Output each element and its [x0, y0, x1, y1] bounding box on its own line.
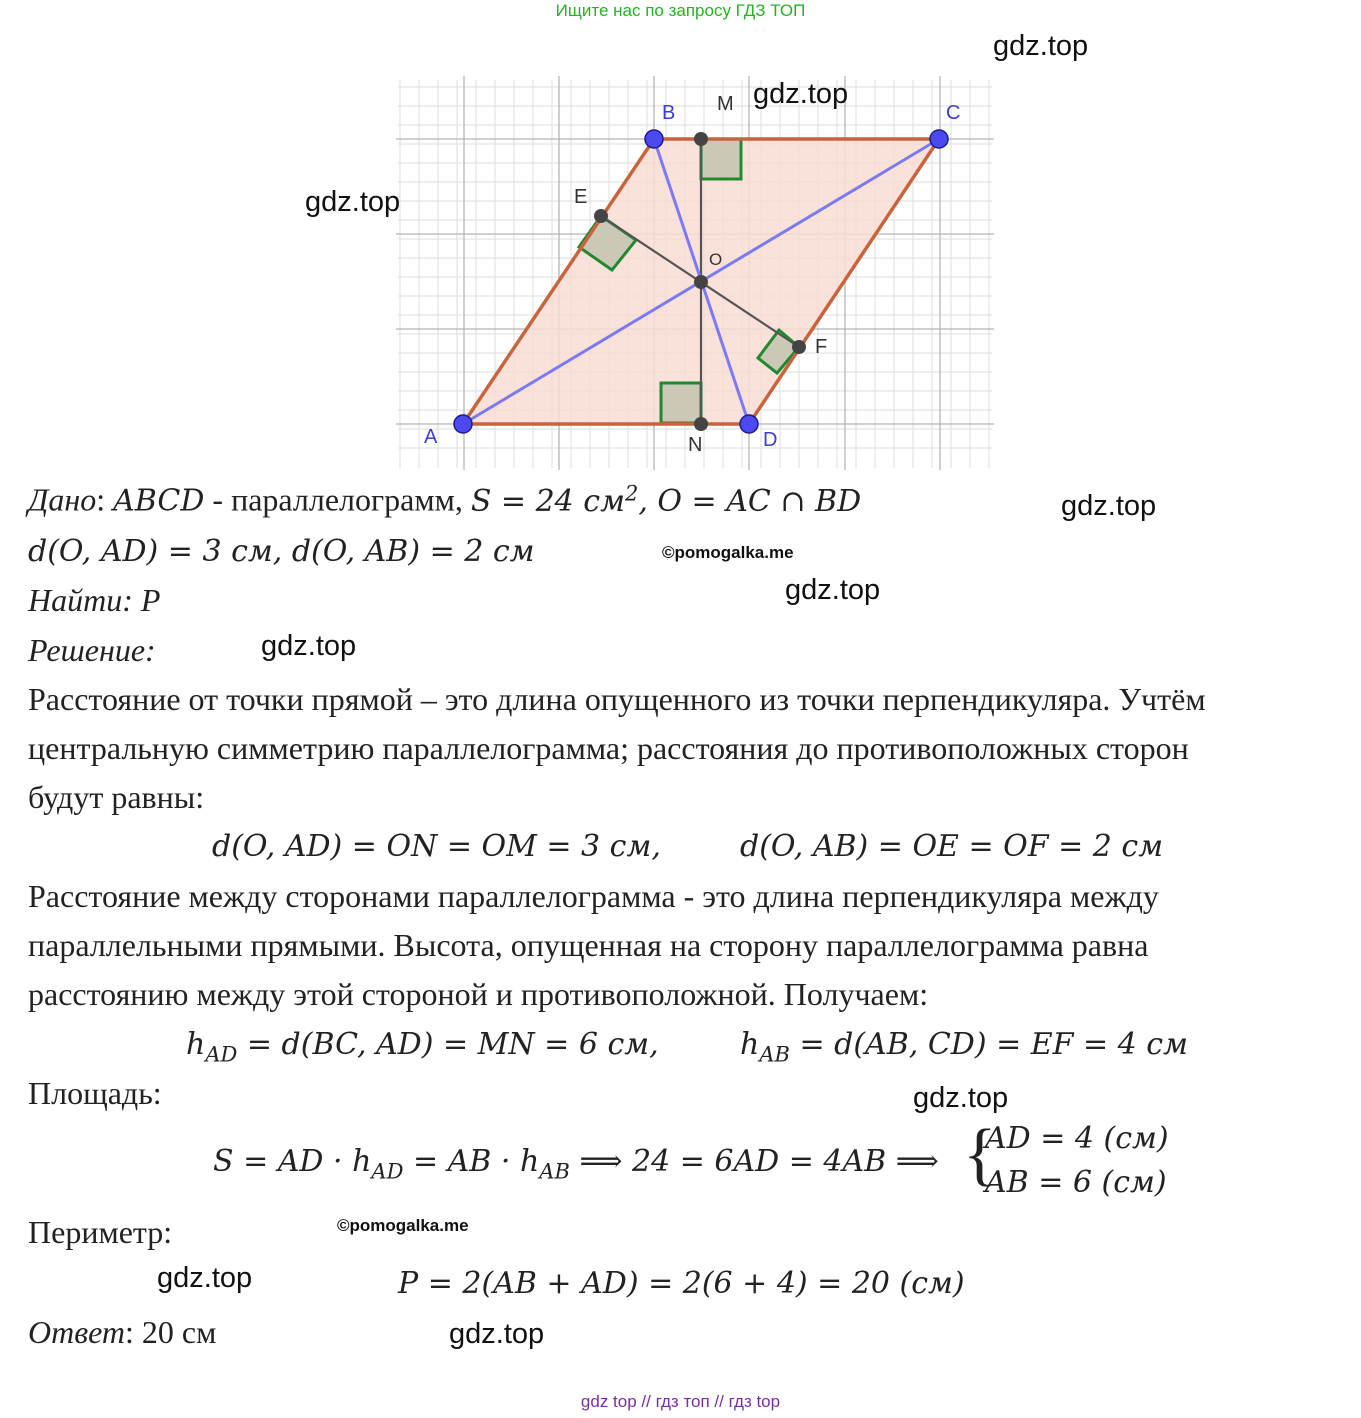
given-label: Дано: [28, 481, 97, 518]
search-notice: Ищите нас по запросу ГДЗ ТОП: [555, 1, 806, 20]
paragraph-line: параллельными прямыми. Высота, опущенная на сторону параллелограмма равна: [28, 927, 1149, 963]
label-B: B: [662, 102, 676, 124]
watermark: gdz.top: [449, 1318, 545, 1350]
answer-value: : 20 см: [125, 1314, 217, 1350]
answer-line: [28, 1314, 216, 1351]
label-A: A: [424, 426, 438, 448]
find-label: Найти:: [28, 582, 133, 618]
copyright: ©pomogalka.me: [662, 543, 794, 562]
label-M: M: [717, 93, 734, 115]
watermark: gdz.top: [753, 78, 849, 110]
watermark: gdz.top: [993, 30, 1089, 62]
area-label: Площадь:: [28, 1075, 162, 1111]
system-line-2: AB = 6 (см): [985, 1165, 1167, 1200]
parallelogram-figure: [395, 70, 995, 470]
equation-distance-ab: d(O, AB) = OE = OF = 2 см: [740, 829, 1164, 864]
watermark: gdz.top: [913, 1082, 1009, 1114]
paragraph-line: Расстояние между сторонами параллелограмма - это длина перпендикуляра между: [28, 878, 1159, 914]
paragraph-line: расстоянию между этой стороной и противоположной. Получаем:: [28, 976, 929, 1012]
paragraph-line: будут равны:: [28, 779, 205, 815]
equation-height-ad: $h_{AD} = d(BC$, AD) = MN = 6 см,: [186, 1027, 659, 1067]
watermark: gdz.top: [157, 1262, 253, 1294]
watermark: gdz.top: [785, 574, 881, 606]
given-line-2: d(O, AD) = 3 см, d(O, AB) = 2 см: [28, 534, 535, 569]
footer-links[interactable]: gdz top // гдз топ // гдз top: [580, 1392, 781, 1411]
equation-height-ab: $h_{AB} = d(AB$, CD) = EF = 4 см: [740, 1027, 1188, 1067]
label-C: C: [946, 102, 961, 124]
equation-area: S = AD · $h_{AD}$ = AB · $h_{AB}$ ⟹ 24 = 6AD = 4AB ⟹: [213, 1144, 939, 1184]
label-E: E: [574, 186, 588, 208]
given-line-1: Дано: ABCD - параллелограмм, S = 24 $см^2$, O = AC ∩ BD: [28, 481, 862, 519]
answer-label: Ответ: [28, 1314, 125, 1350]
system-brace: {: [963, 1116, 997, 1193]
label-O: O: [709, 250, 723, 269]
paragraph-line: Расстояние от точки прямой – это длина опущенного из точки перпендикуляра. Учтём: [28, 681, 1206, 717]
watermark: gdz.top: [261, 630, 357, 662]
paragraph-line: центральную симметрию параллелограмма; расстояния до противоположных сторон: [28, 730, 1189, 766]
equation-distance-ad: d(O, AD) = ON = OM = 3 см,: [212, 829, 661, 864]
given-area: S = 24 $см^2$, O = AC ∩ BD: [470, 481, 862, 519]
perimeter-label: Периметр:: [28, 1214, 173, 1250]
given-type: - параллелограмм,: [212, 481, 463, 518]
label-N: N: [688, 434, 703, 456]
given-abcd: ABCD: [113, 483, 205, 519]
label-D: D: [763, 429, 778, 451]
watermark: gdz.top: [305, 186, 401, 218]
find-line: [28, 582, 160, 619]
system-line-1: AD = 4 (см): [985, 1121, 1169, 1156]
equation-perimeter: P = 2(AB + AD) = 2(6 + 4) = 20 (см): [398, 1266, 965, 1301]
copyright: ©pomogalka.me: [337, 1216, 469, 1235]
label-F: F: [815, 336, 828, 358]
solution-label: Решение:: [28, 632, 156, 668]
find-value: P: [140, 582, 161, 618]
watermark: gdz.top: [1061, 490, 1157, 522]
